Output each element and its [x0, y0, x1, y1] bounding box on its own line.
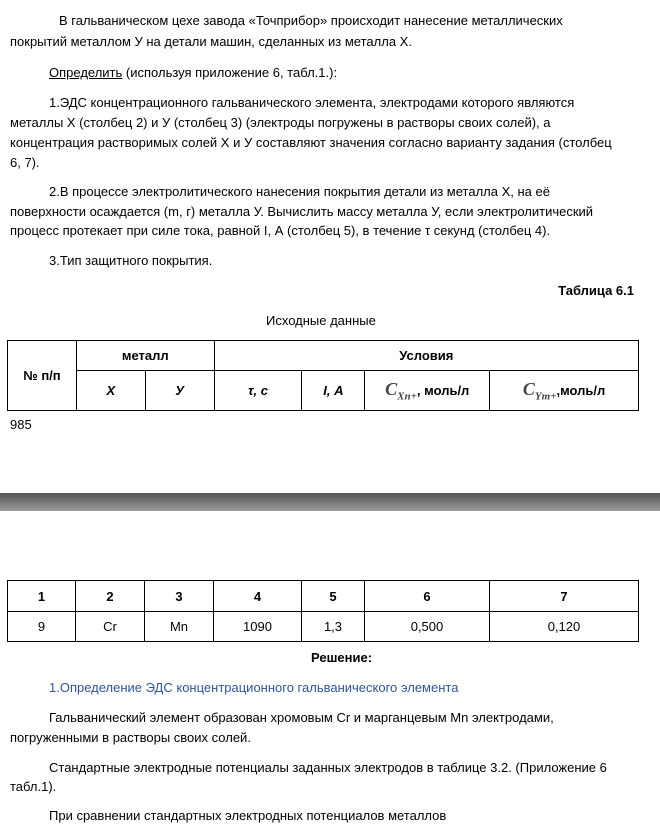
- data-cell: 1090: [214, 612, 302, 642]
- solution-p1-line-1: Гальванический элемент образован хромовым Cr и марганцевым Mn электродами,: [49, 710, 554, 725]
- data-header-cell: 3: [145, 581, 214, 612]
- intro-line-1: В гальваническом цехе завода «Точприбор» происходит нанесение металлических: [59, 13, 563, 28]
- solution-p1-line-2: погруженными в растворы своих солей.: [10, 730, 251, 745]
- data-header-cell: 1: [8, 581, 76, 612]
- header-tau: τ, с: [214, 371, 302, 411]
- data-header-cell: 6: [365, 581, 490, 612]
- task-3: 3.Тип защитного покрытия.: [49, 253, 213, 268]
- data-cell: 0,500: [365, 612, 490, 642]
- header-col-num: № п/п: [8, 341, 77, 411]
- data-header-cell: 5: [302, 581, 365, 612]
- data-table-header-row: [8, 581, 639, 612]
- task-heading-rest: (используя приложение 6, табл.1.):: [122, 65, 338, 80]
- task-1-line-1: 1.ЭДС концентрационного гальванического элемента, электродами которого являются: [49, 95, 575, 110]
- header-y: У: [145, 371, 214, 411]
- task-heading-underlined: Определить: [49, 65, 123, 80]
- cy-unit: ,моль/л: [556, 382, 606, 398]
- data-cell: Cr: [76, 612, 145, 642]
- data-table-row: [8, 612, 639, 642]
- table-title: Таблица 6.1: [558, 283, 634, 298]
- table-caption: Исходные данные: [266, 313, 376, 328]
- data-cell: 9: [8, 612, 76, 642]
- intro-line-2: покрытий металлом У на детали машин, сделанных из металла X.: [10, 34, 412, 49]
- header-conditions: Условия: [214, 341, 638, 371]
- data-table: [7, 580, 639, 642]
- solution-p2-line-2: табл.1).: [10, 779, 57, 794]
- task-2-line-3: процесс протекает при силе тока, равной I, А (столбец 5), в течение τ секунд (столбец 4).: [10, 223, 551, 238]
- header-current: I, А: [302, 371, 365, 411]
- data-cell: Mn: [145, 612, 214, 642]
- task-heading: [49, 63, 337, 82]
- task-2-line-2: поверхности осаждается (m, г) металла У. Вычислить массу металла У, если электролитический: [10, 204, 594, 219]
- task-1-line-3: концентрация растворимых солей X и У составляют значения согласно варианту задания (столбец: [10, 135, 612, 150]
- cx-unit: , моль/л: [416, 382, 470, 398]
- data-header-cell: 2: [76, 581, 145, 612]
- header-table: [7, 340, 639, 411]
- cx-symbol: $C_{Xn+}$: [385, 378, 417, 403]
- page-separator: [0, 493, 660, 511]
- page-number: 985: [10, 417, 32, 432]
- header-cy: [490, 371, 639, 411]
- data-header-cell: 4: [214, 581, 302, 612]
- data-header-cell: 7: [490, 581, 639, 612]
- task-1-line-4: 6, 7).: [10, 155, 40, 170]
- header-cx: [365, 371, 490, 411]
- data-cell: 0,120: [490, 612, 639, 642]
- solution-title: Решение:: [311, 650, 373, 665]
- solution-section-1: 1.Определение ЭДС концентрационного гальванического элемента: [49, 680, 459, 695]
- header-metal: металл: [76, 341, 214, 371]
- task-2-line-1: 2.В процессе электролитического нанесения покрытия детали из металла X, на её: [49, 184, 550, 199]
- solution-p3: При сравнении стандартных электродных потенциалов металлов: [49, 808, 447, 823]
- cy-symbol: $C_{Ym+}$: [522, 378, 557, 403]
- solution-p2-line-1: Стандартные электродные потенциалы заданных электродов в таблице 3.2. (Приложение 6: [49, 760, 607, 775]
- header-x: X: [76, 371, 145, 411]
- task-1-line-2: металлы X (столбец 2) и У (столбец 3) (электроды погружены в растворы своих солей), а: [10, 115, 551, 130]
- data-cell: 1,3: [302, 612, 365, 642]
